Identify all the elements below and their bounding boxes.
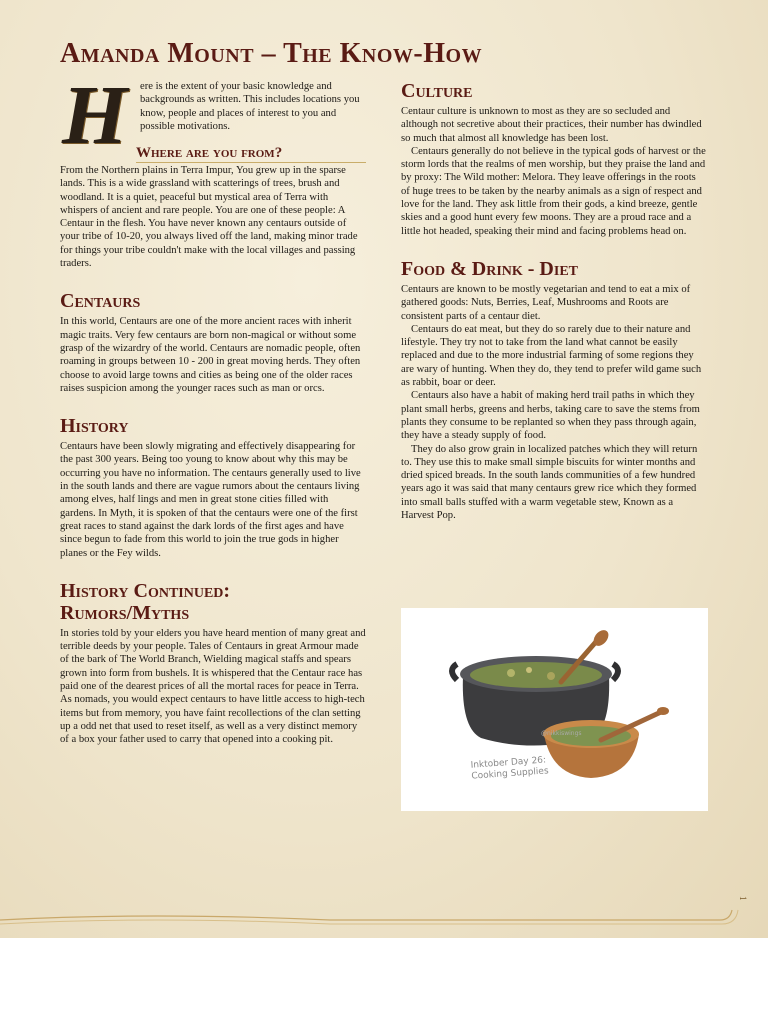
caption-line-2: Cooking Supplies [471, 766, 549, 782]
footer-ornament [0, 904, 768, 934]
history-continued-heading [60, 580, 366, 624]
intro-block [60, 69, 366, 164]
food-paragraph-4: They do also grow grain in localized patches which they will return to. They use this to make small simple biscuits for winter months and dried spiced breads. In the south lands communities of a few hundred years ago it was said that many centaurs grew rice which they formed into small balls stuffed with a warm vegetable stew, Known as a Harvest Pop. [401, 443, 698, 522]
cooking-pot-drawing [401, 608, 708, 811]
where-from-heading: Where are you from? [136, 145, 366, 163]
food-paragraph-1: Centaurs are known to be mostly vegetarian and tend to eat a mix of gathered goods: Nuts, Berries, Leaf, Mushrooms and Roots are consistent parts of a centaur diet. [401, 283, 691, 322]
dropcap-letter: H [62, 69, 128, 162]
history-continued-heading-line1: History Continued: [60, 579, 231, 602]
artist-signature: @nikkiswings [541, 730, 582, 737]
cooking-supplies-illustration [401, 608, 708, 811]
right-column [401, 80, 707, 522]
centaurs-text: In this world, Centaurs are one of the more ancient races with inherit magic traits. Very few centaurs are born non-magical or without some grasp of the wizardry of the world. Centaurs are nomadic people, often roaming in groups between 10 - 200 in great moving herds. They often choose to avoid large towns and cities as being one of the older races raises suspicion among the younger races such as man or orcs. [60, 316, 361, 394]
intro-text: ere is the extent of your basic knowledge and backgrounds as written. This includes locations you know, people and places of interest to you and possible motivations. [140, 81, 360, 132]
culture-heading: Culture [401, 80, 473, 102]
history-continued-text: In stories told by your elders you have heard mention of many great and terrible deeds by your people. Tales of Centaurs in great Armour made of the bark of The World Branch, Wielding magical staffs and spears grown into form from bushels. It is whispered that the Centaur race has paid one of the dearest prices of all the mortal races for peace in Terra. As nomads, you would expect centaurs to have little access to high-tech items but from memory, you have faint recollections of the clan setting up a odd net that used to reset itself, as well as a very distinct memory of a box your father used to carry that opened into a cooking pit. [60, 627, 366, 746]
pot-handle-right [613, 664, 618, 680]
culture-paragraph-1: Centaur culture is unknown to most as they are so secluded and although not secretive about their practices, their number has dwindled so much that almost all knowledge has been lost. [401, 106, 702, 144]
caption-line-1: Inktober Day 26: [470, 755, 547, 771]
page-number: 1 [738, 896, 748, 901]
culture-paragraph-2: Centaurs generally do not believe in the typical gods of harvest or the storm lords that the realms of men worship, but they praise the land and by proxy: The Wild mother: Melora. They leave offerings in the roots of huge trees to be taken by the nearby animals as a sign of respect and love for the land. They ask little from their gods, a kind breeze, gentle skies and a good hunt every few moons. They are a proud race and a little hot headed, speaking their mind and facing problems head on. [401, 145, 706, 237]
history-continued-heading-line2: Rumors/Myths [60, 601, 190, 624]
where-from-text: From the Northern plains in Terra Impur, You grew up in the sparse lands. This is a wide grassland with scatterings of trees, brush and woodland. It is a quiet, peaceful but mystical area of Terra with whispers of ancient and rare people. You are one of these people: A Centaur in the flesh. You have never known any centaurs outside of your tribe of 10-20, you always lived off the land, making minor trade for things your tribe couldn't make with the local villages and passing traders. [60, 165, 358, 270]
pot-handle-left [452, 664, 457, 680]
left-column [60, 69, 366, 747]
centaurs-heading: Centaurs [60, 290, 141, 313]
history-heading: History [60, 415, 129, 438]
bowl-spoon-bowl [657, 707, 669, 715]
food-heading: Food & Drink - Diet [401, 257, 578, 280]
history-text: Centaurs have been slowly migrating and effectively disappearing for the past 300 years. Being too young to know about why this may be occurring you have no information. The centaurs generally used to live in the south lands and there are vague rumors about the centaurs living among elves, half lings and men in great stone cities filled with gardens. In Myth, it is spoken of that the centaurs were one of the first great races to stand against the dark lords of the first ages and have since begun to fade from this world to join the true gods in higher planes or the Fey wilds. [60, 441, 361, 559]
food-paragraph-3: Centaurs also have a habit of making herd trail paths in which they plant small herbs, greens and herbs, taking care to save the stems from plants they consume to be replanted so when they pass through again, they have a steady supply of food. [401, 390, 700, 442]
page-title: Amanda Mount – The Know-How [60, 38, 483, 69]
food-paragraph-2: Centaurs do eat meat, but they do so rarely due to their nature and lifestyle. They try not to take from the land what cannot be easily replaced and due to the more industrial farming of some regions they are wary of hunting. When they do, they tend to prefer wild game such as rabbit, boar or deer. [401, 323, 702, 389]
pot-stew [470, 662, 602, 688]
